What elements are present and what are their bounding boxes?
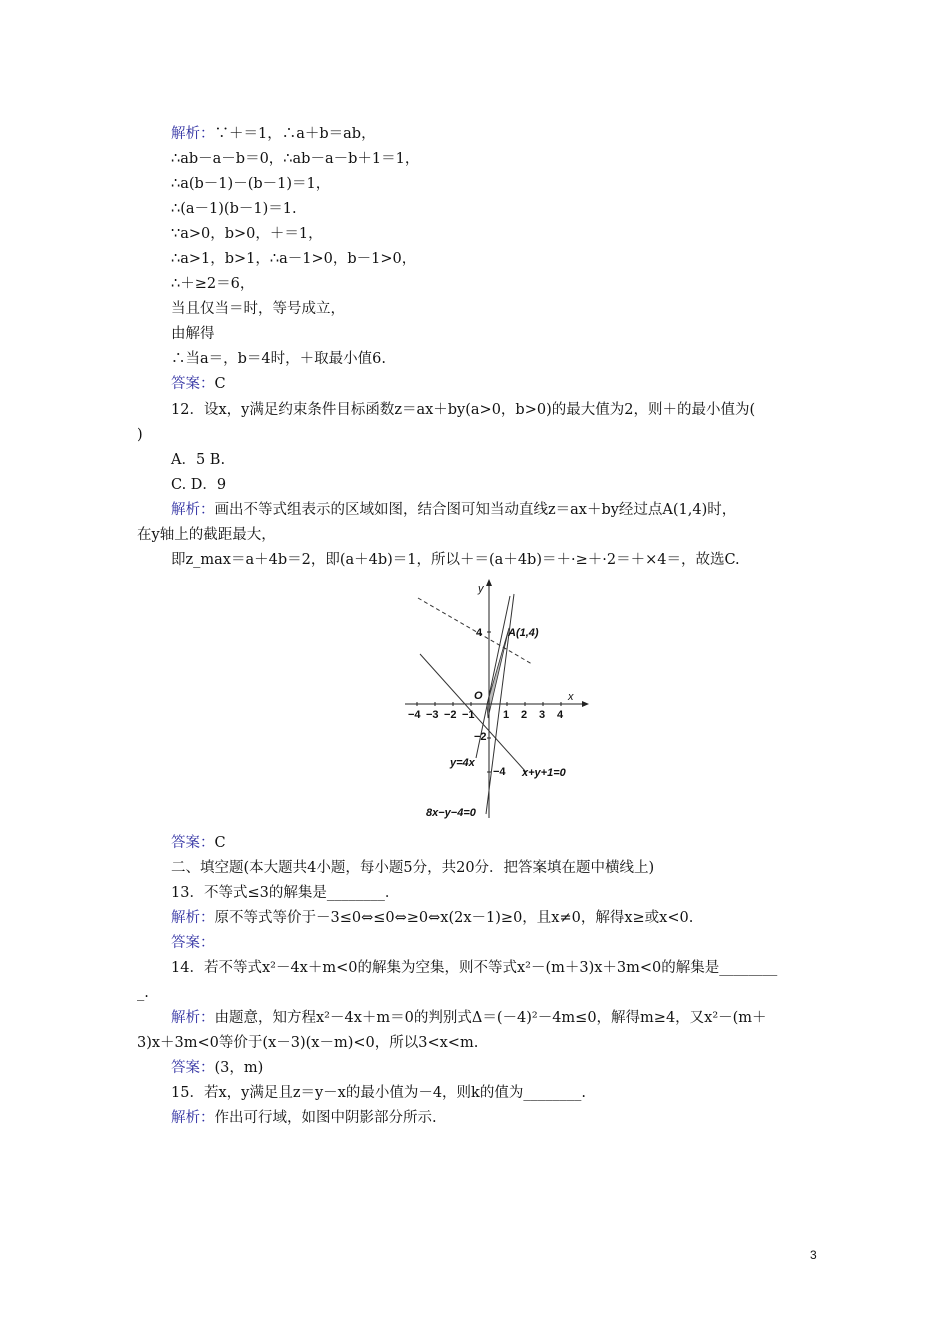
text-line xyxy=(171,550,740,570)
line-label: 解析： xyxy=(171,1010,215,1026)
line-text: 15．若x，y满足且z＝y－x的最小值为－4，则k的值为________. xyxy=(171,1085,586,1101)
line-text: 当且仅当＝时，等号成立， xyxy=(171,301,345,317)
question-15 xyxy=(171,1083,586,1103)
x-tick-label: 3 xyxy=(539,709,546,721)
x-tick-label: −1 xyxy=(462,709,475,721)
line-label: 解析： xyxy=(171,502,215,518)
line-text: 在y轴上的截距最大， xyxy=(137,527,276,543)
line-label-8x-y-4: 8x−y−4=0 xyxy=(426,807,476,819)
point-a-label: A(1,4) xyxy=(508,627,539,639)
text-line xyxy=(171,1008,767,1028)
x-tick-label: 2 xyxy=(521,709,528,721)
line-text: 二、填空题(本大题共4小题，每小题5分，共20分．把答案填在题中横线上) xyxy=(171,860,655,876)
text-line xyxy=(137,1033,478,1053)
line-text: ) xyxy=(137,427,143,443)
y-tick-label: 4 xyxy=(476,627,483,639)
line-label: 答案： xyxy=(171,376,215,392)
line-text: 12．设x，y满足约束条件目标函数z＝ax＋by(a>0，b>0)的最大值为2，则＋的最小值为( xyxy=(171,402,756,418)
answer-line xyxy=(171,1058,263,1078)
text-line xyxy=(171,174,330,194)
line-text: C. D．9 xyxy=(171,477,227,493)
text-line xyxy=(171,349,386,369)
x-tick-label: 1 xyxy=(503,709,510,721)
question-12 xyxy=(171,400,755,420)
answer-line xyxy=(171,374,226,394)
line-text: ∴(a－1)(b－1)＝1. xyxy=(171,201,297,217)
y-tick-label: −4 xyxy=(493,766,506,778)
section-heading xyxy=(171,858,654,878)
line-text: 画出不等式组表示的区域如图，结合图可知当动直线z＝ax＋by经过点A(1,4)时， xyxy=(214,502,737,518)
line-label: 答案： xyxy=(171,935,215,951)
line-text: ∴a>1，b>1，∴a－1>0，b－1>0， xyxy=(171,251,417,267)
answer-line xyxy=(171,833,226,853)
line-label: 解析： xyxy=(171,1110,215,1126)
line-text: 由解得 xyxy=(171,326,215,342)
line-text: _. xyxy=(137,985,149,1001)
text-line xyxy=(171,299,345,319)
line-text: C xyxy=(214,376,226,392)
line-text: (3，m) xyxy=(214,1060,264,1076)
feasible-region-figure xyxy=(400,578,590,824)
line-text: A．5 B. xyxy=(171,452,226,468)
text-line xyxy=(171,324,215,344)
text-line xyxy=(171,274,254,294)
x-arrow xyxy=(582,701,589,707)
text-line xyxy=(171,1108,437,1128)
x-tick-label: −4 xyxy=(408,709,421,721)
line-text: ∵a>0，b>0，＋＝1， xyxy=(171,226,323,242)
line-label-x-y-1: x+y+1=0 xyxy=(522,767,566,779)
text-line xyxy=(171,124,376,144)
question-13 xyxy=(171,883,399,903)
page-number: 3 xyxy=(810,1248,817,1262)
text-line xyxy=(137,525,276,545)
line-label: 解析： xyxy=(171,910,215,926)
line-text: 即z_max＝a＋4b＝2，即(a＋4b)＝1，所以＋＝(a＋4b)＝＋·≥＋·2＝＋×4＝，故选C. xyxy=(171,552,740,568)
line-text: ∴＋≥2＝6， xyxy=(171,276,255,292)
x-tick-label: 4 xyxy=(557,709,564,721)
line-text: ∵＋＝1，∴a＋b＝ab， xyxy=(214,126,376,142)
y-tick-label: −2 xyxy=(474,731,487,743)
line-text: ∴ab－a－b＝0，∴ab－a－b＋1＝1， xyxy=(171,151,420,167)
text-line xyxy=(171,199,297,219)
line-text: C xyxy=(214,835,226,851)
option-line xyxy=(171,475,226,495)
question-14 xyxy=(171,958,777,978)
line-text: 14．若不等式x²－4x＋m<0的解集为空集，则不等式x²－(m＋3)x＋3m<0的解集是________ xyxy=(171,960,778,976)
line-label: 解析： xyxy=(171,126,215,142)
line-text: ∴当a＝，b＝4时，＋取最小值6. xyxy=(171,351,386,367)
line-text: 3)x＋3m<0等价于(x－3)(x－m)<0，所以3<x<m. xyxy=(137,1035,479,1051)
line-text: ∴a(b－1)－(b－1)＝1， xyxy=(171,176,331,192)
line-text: 原不等式等价于－3≤0⇔≤0⇔≥0⇔x(2x－1)≥0，且x≠0，解得x≥或x<0. xyxy=(214,910,694,926)
answer-line xyxy=(171,933,215,953)
line-text: 13．不等式≤3的解集是________． xyxy=(171,885,400,901)
text-line xyxy=(171,224,323,244)
y-arrow xyxy=(486,579,492,586)
line-label-y-4x: y=4x xyxy=(450,757,475,769)
text-line xyxy=(137,983,149,1003)
text-line xyxy=(137,425,143,445)
line-text: 作出可行域，如图中阴影部分所示. xyxy=(214,1110,437,1126)
origin-label: O xyxy=(474,690,483,702)
x-tick-label: −2 xyxy=(444,709,457,721)
text-line xyxy=(171,908,693,928)
line-label: 答案： xyxy=(171,835,215,851)
line-text: 由题意，知方程x²－4x＋m＝0的判别式Δ＝(－4)²－4m≤0，解得m≥4，又x²－(m＋ xyxy=(214,1010,767,1026)
text-line xyxy=(171,500,736,520)
x-tick-label: −3 xyxy=(426,709,439,721)
text-line xyxy=(171,149,419,169)
option-line xyxy=(171,450,225,470)
line-label: 答案： xyxy=(171,1060,215,1076)
x-axis-label: x xyxy=(568,691,574,703)
text-line xyxy=(171,249,416,269)
y-axis-label: y xyxy=(478,583,484,595)
